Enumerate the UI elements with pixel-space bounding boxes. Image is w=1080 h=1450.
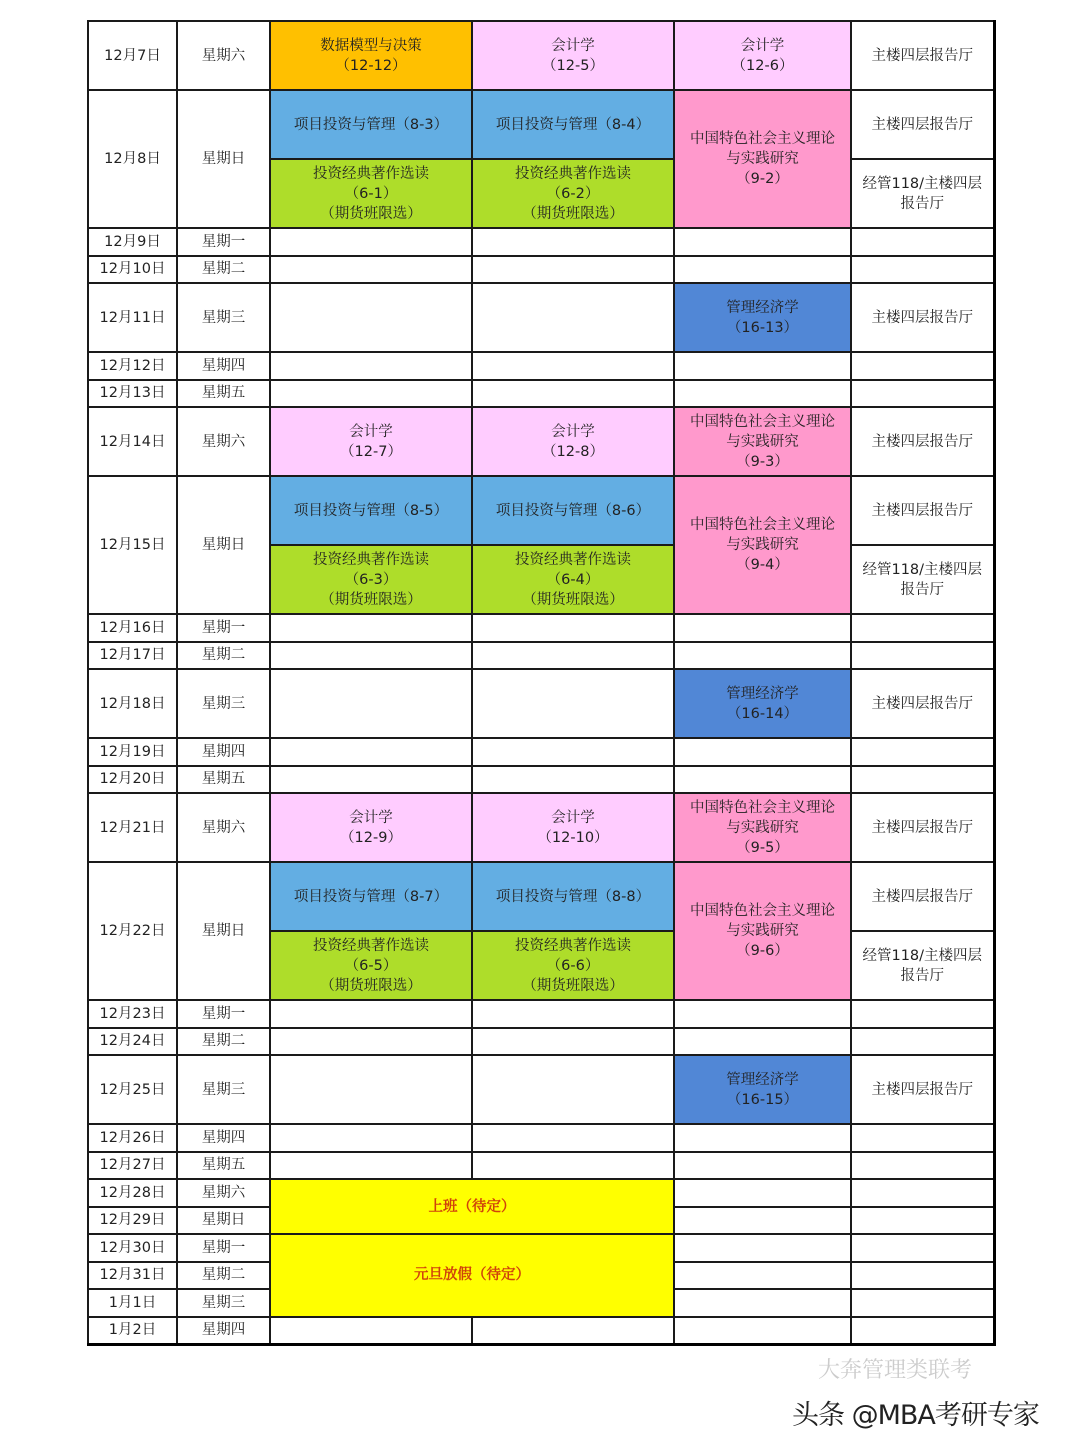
date-cell: 12月12日 [88,352,177,380]
date-cell: 12月7日 [88,21,177,90]
course-cell: 中国特色社会主义理论 与实践研究 （9-3） [674,407,851,476]
schedule-row [88,476,994,545]
course-cell: 投资经典著作选读 （6-3） （期货班限选） [270,545,472,614]
schedule-row [88,642,994,670]
course-cell: 会计学 （12-10） [472,793,674,862]
date-cell: 12月16日 [88,614,177,642]
empty-cell [674,738,851,766]
empty-cell [674,352,851,380]
course-cell: 数据模型与决策 （12-12） [270,21,472,90]
weekday-cell: 星期二 [177,1028,270,1056]
venue-cell: 主楼四层报告厅 [851,476,994,545]
schedule-row [88,614,994,642]
schedule-row [88,1000,994,1028]
weekday-cell: 星期五 [177,766,270,794]
schedule-row [88,766,994,794]
weekday-cell: 星期日 [177,862,270,1000]
weekday-cell: 星期日 [177,476,270,614]
empty-cell [270,738,472,766]
schedule-row [88,1234,994,1262]
empty-cell [851,352,994,380]
empty-cell [472,669,674,738]
weekday-cell: 星期二 [177,256,270,284]
empty-cell [674,1000,851,1028]
weekday-cell: 星期六 [177,21,270,90]
weekday-cell: 星期二 [177,642,270,670]
course-cell: 项目投资与管理（8-7） [270,862,472,931]
empty-cell [674,1207,851,1235]
empty-cell [270,1055,472,1124]
weekday-cell: 星期六 [177,407,270,476]
weekday-cell: 星期日 [177,90,270,228]
date-cell: 1月2日 [88,1317,177,1345]
empty-cell [270,1317,472,1345]
empty-cell [472,380,674,408]
empty-cell [472,738,674,766]
empty-cell [851,1000,994,1028]
empty-cell [674,1289,851,1317]
empty-cell [472,228,674,256]
date-cell: 12月14日 [88,407,177,476]
weekday-cell: 星期三 [177,1289,270,1317]
empty-cell [851,614,994,642]
venue-cell: 主楼四层报告厅 [851,669,994,738]
weekday-cell: 星期四 [177,1124,270,1152]
empty-cell [851,1152,994,1180]
date-cell: 12月21日 [88,793,177,862]
weekday-cell: 星期三 [177,1055,270,1124]
weekday-cell: 星期五 [177,380,270,408]
course-cell: 管理经济学 （16-14） [674,669,851,738]
weekday-cell: 星期三 [177,283,270,352]
empty-cell [674,1124,851,1152]
schedule-row [88,1179,994,1207]
venue-cell: 主楼四层报告厅 [851,407,994,476]
venue-cell: 主楼四层报告厅 [851,862,994,931]
schedule-row [88,1028,994,1056]
schedule-row [88,862,994,931]
faint-watermark: 大奔管理类联考 [818,1358,973,1383]
empty-cell [472,352,674,380]
empty-cell [472,642,674,670]
date-cell: 12月19日 [88,738,177,766]
empty-cell [851,1317,994,1345]
schedule-row [88,1317,994,1345]
weekday-cell: 星期四 [177,352,270,380]
empty-cell [472,1055,674,1124]
empty-cell [674,642,851,670]
weekday-cell: 星期日 [177,1207,270,1235]
empty-cell [851,642,994,670]
date-cell: 12月10日 [88,256,177,284]
venue-cell: 主楼四层报告厅 [851,793,994,862]
holiday-cell: 元旦放假（待定） [270,1234,674,1317]
course-cell: 中国特色社会主义理论 与实践研究 （9-5） [674,793,851,862]
date-cell: 12月27日 [88,1152,177,1180]
empty-cell [472,1152,674,1180]
weekday-cell: 星期一 [177,1000,270,1028]
empty-cell [851,1262,994,1290]
empty-cell [851,1234,994,1262]
schedule-row [88,1055,994,1124]
empty-cell [674,228,851,256]
course-cell: 项目投资与管理（8-5） [270,476,472,545]
schedule-row [88,90,994,159]
empty-cell [270,283,472,352]
course-cell: 中国特色社会主义理论 与实践研究 （9-6） [674,862,851,1000]
course-cell: 会计学 （12-6） [674,21,851,90]
empty-cell [472,1028,674,1056]
date-cell: 12月15日 [88,476,177,614]
empty-cell [674,1262,851,1290]
empty-cell [674,380,851,408]
course-cell: 会计学 （12-8） [472,407,674,476]
empty-cell [674,766,851,794]
venue-cell: 主楼四层报告厅 [851,283,994,352]
course-schedule-table [87,20,996,1346]
course-cell: 项目投资与管理（8-6） [472,476,674,545]
course-cell: 会计学 （12-7） [270,407,472,476]
venue-cell: 经管118/主楼四层 报告厅 [851,159,994,228]
empty-cell [472,766,674,794]
empty-cell [472,1124,674,1152]
empty-cell [270,642,472,670]
date-cell: 12月26日 [88,1124,177,1152]
schedule-row [88,1124,994,1152]
empty-cell [851,1124,994,1152]
course-cell: 投资经典著作选读 （6-4） （期货班限选） [472,545,674,614]
empty-cell [674,614,851,642]
course-cell: 管理经济学 （16-15） [674,1055,851,1124]
date-cell: 12月11日 [88,283,177,352]
venue-cell: 主楼四层报告厅 [851,21,994,90]
empty-cell [851,1028,994,1056]
empty-cell [472,256,674,284]
empty-cell [674,1317,851,1345]
weekday-cell: 星期三 [177,669,270,738]
empty-cell [674,1152,851,1180]
schedule-row [88,21,994,90]
weekday-cell: 星期二 [177,1262,270,1290]
empty-cell [270,352,472,380]
date-cell: 12月25日 [88,1055,177,1124]
schedule-row [88,228,994,256]
course-cell: 中国特色社会主义理论 与实践研究 （9-2） [674,90,851,228]
course-cell: 会计学 （12-9） [270,793,472,862]
course-cell: 中国特色社会主义理论 与实践研究 （9-4） [674,476,851,614]
empty-cell [851,766,994,794]
empty-cell [472,283,674,352]
date-cell: 12月22日 [88,862,177,1000]
venue-cell: 经管118/主楼四层 报告厅 [851,931,994,1000]
empty-cell [270,669,472,738]
date-cell: 12月28日 [88,1179,177,1207]
course-cell: 项目投资与管理（8-4） [472,90,674,159]
schedule-row [88,380,994,408]
empty-cell [270,256,472,284]
weekday-cell: 星期一 [177,614,270,642]
empty-cell [270,1000,472,1028]
empty-cell [270,1152,472,1180]
empty-cell [270,614,472,642]
course-cell: 项目投资与管理（8-8） [472,862,674,931]
empty-cell [472,1000,674,1028]
weekday-cell: 星期四 [177,738,270,766]
date-cell: 12月24日 [88,1028,177,1056]
schedule-row [88,738,994,766]
empty-cell [270,228,472,256]
schedule-row [88,1152,994,1180]
watermark: 头条 @MBA考研专家 [792,1400,1039,1431]
empty-cell [270,766,472,794]
empty-cell [270,380,472,408]
empty-cell [851,256,994,284]
schedule-row [88,669,994,738]
weekday-cell: 星期六 [177,793,270,862]
empty-cell [270,1028,472,1056]
date-cell: 12月20日 [88,766,177,794]
date-cell: 12月30日 [88,1234,177,1262]
schedule-row [88,407,994,476]
empty-cell [851,1289,994,1317]
empty-cell [472,614,674,642]
empty-cell [851,1179,994,1207]
empty-cell [674,256,851,284]
venue-cell: 经管118/主楼四层 报告厅 [851,545,994,614]
weekday-cell: 星期四 [177,1317,270,1345]
empty-cell [851,380,994,408]
date-cell: 12月8日 [88,90,177,228]
date-cell: 12月9日 [88,228,177,256]
course-cell: 投资经典著作选读 （6-5） （期货班限选） [270,931,472,1000]
empty-cell [851,1207,994,1235]
course-cell: 投资经典著作选读 （6-1） （期货班限选） [270,159,472,228]
course-cell: 项目投资与管理（8-3） [270,90,472,159]
venue-cell: 主楼四层报告厅 [851,1055,994,1124]
date-cell: 12月29日 [88,1207,177,1235]
empty-cell [674,1179,851,1207]
schedule-row [88,352,994,380]
date-cell: 12月18日 [88,669,177,738]
course-cell: 会计学 （12-5） [472,21,674,90]
empty-cell [270,1124,472,1152]
date-cell: 1月1日 [88,1289,177,1317]
weekday-cell: 星期一 [177,228,270,256]
schedule-row [88,256,994,284]
empty-cell [674,1028,851,1056]
date-cell: 12月23日 [88,1000,177,1028]
course-cell: 投资经典著作选读 （6-6） （期货班限选） [472,931,674,1000]
venue-cell: 主楼四层报告厅 [851,90,994,159]
schedule-row [88,793,994,862]
weekday-cell: 星期六 [177,1179,270,1207]
empty-cell [851,738,994,766]
date-cell: 12月17日 [88,642,177,670]
weekday-cell: 星期一 [177,1234,270,1262]
empty-cell [674,1234,851,1262]
holiday-cell: 上班（待定） [270,1179,674,1234]
empty-cell [851,228,994,256]
date-cell: 12月13日 [88,380,177,408]
weekday-cell: 星期五 [177,1152,270,1180]
course-cell: 管理经济学 （16-13） [674,283,851,352]
empty-cell [472,1317,674,1345]
course-cell: 投资经典著作选读 （6-2） （期货班限选） [472,159,674,228]
schedule-row [88,283,994,352]
date-cell: 12月31日 [88,1262,177,1290]
